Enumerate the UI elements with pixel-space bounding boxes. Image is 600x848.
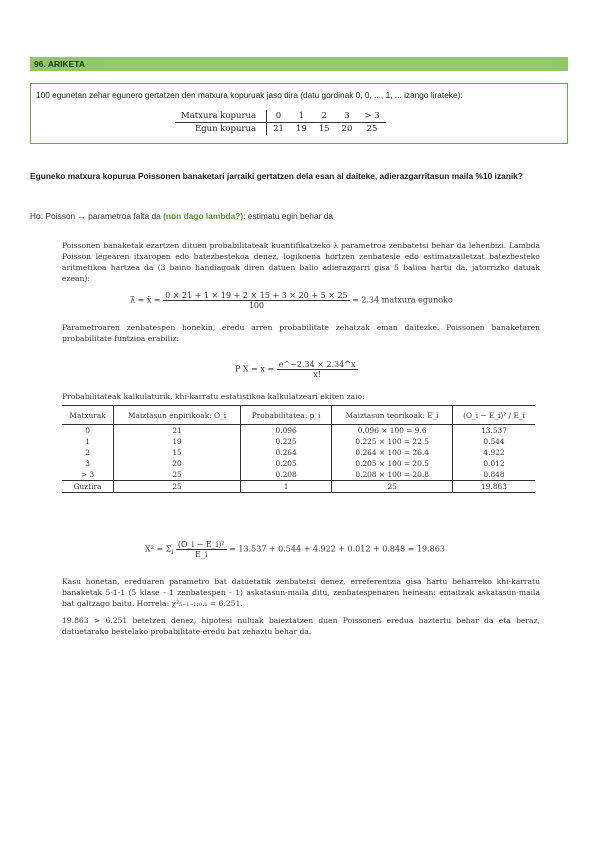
table-cell: 0 xyxy=(267,110,290,123)
lambda-numerator: 0 × 21 + 1 × 19 + 2 × 15 + 3 × 20 + 5 × 25 xyxy=(165,291,348,300)
solution-paragraph-4: Kasu honetan, ereduaren parametro bat datuetatik zenbatetsi denez, erreferentzia gisa hartu beharreko khi-karratu banaketak 5-1-1 (5 klase - 1 zenbatespen - 1) askatasun-maila ditu, zenbatespenaren heinean: emaitzak askatasun-maila bat galtzago baitu. Horrela: χ²₅₋₁₋₁;₀.₁ = 6.251. xyxy=(62,577,540,608)
table-cell: 0.096 × 100 = 9.6 xyxy=(332,425,453,437)
table-header-row xyxy=(62,406,535,425)
poisson-denominator: x! xyxy=(313,370,321,379)
table-cell: > 3 xyxy=(358,110,385,123)
table-cell: 1 xyxy=(290,110,313,123)
chi-square-equation xyxy=(145,540,445,559)
table-cell: 1 xyxy=(62,436,114,447)
poisson-lhs: P X = x = xyxy=(235,364,275,374)
lambda-lhs: λ̂ = x̄ = xyxy=(130,295,161,305)
table-row xyxy=(62,458,535,469)
intro-text: 100 egunetan zehar egunero gertatzen den matxura kopuruak jaso dira (datu gordinak 0, 0, ..., 1, ... izango lirateke): xyxy=(36,90,463,100)
table-cell: 15 xyxy=(318,124,330,134)
table-cell: 0.225 × 100 = 22.5 xyxy=(332,436,453,447)
table-row xyxy=(62,436,535,447)
table-cell: 2 xyxy=(62,447,114,458)
table-cell: 1 xyxy=(241,481,332,493)
table-cell: 13.537 xyxy=(481,426,507,435)
lambda-denominator: 100 xyxy=(248,301,265,310)
table-cell: 25 xyxy=(114,481,241,493)
chi-square-table xyxy=(62,405,535,493)
null-hypothesis xyxy=(30,211,333,221)
chi-numerator: (O_i − E_i)² xyxy=(177,540,225,549)
ho-highlight: (non dago lambda?) xyxy=(163,211,244,221)
table-cell: 25 xyxy=(332,481,453,493)
table-cell: 0.264 xyxy=(241,447,332,458)
table-cell: 0.012 xyxy=(483,459,505,468)
table-row xyxy=(62,425,535,437)
table-cell: 0.205 × 100 = 20.5 xyxy=(332,458,453,469)
table-cell: 19 xyxy=(295,124,307,134)
table-cell: 0.208 × 100 = 20.8 xyxy=(332,469,453,481)
solution-paragraph-1: Poissonen banaketak ezartzen dituen probabilitateak kuantifikatzeko λ parametroa zenbatetsi behar da lehenbizi. Lambda Poisson legearen itxaropen edo batezbestekoa denez, logikoena hortzen zenbatesle edo estimatzailetzat batezbesteko aritmetikoa hartzea da (3 baino handiagoak diren datuen balio adierazgarri gisa 5 balioa hartu da, jatorrizko datuak ezean): xyxy=(62,241,540,283)
chi-rhs: = 13.537 + 0.544 + 4.922 + 0.012 + 0.848 = 19.863 xyxy=(229,544,445,554)
table-cell: 19.863 xyxy=(481,482,507,491)
table-row xyxy=(175,110,386,123)
table-cell: 0.205 xyxy=(241,458,332,469)
table-cell: 21 xyxy=(273,124,284,134)
table-cell: 15 xyxy=(114,447,241,458)
table-cell: 0.264 × 100 = 26.4 xyxy=(332,447,453,458)
poisson-numerator: e^−2.34 × 2.34^x xyxy=(278,360,356,369)
table-cell: 3 xyxy=(336,110,359,123)
column-header: (O_i − E_i)² / E_i xyxy=(463,410,525,420)
column-header: Maiztasun teorikoak: E_i xyxy=(332,406,453,425)
table-row xyxy=(175,123,386,136)
row-label: Egun kopurua xyxy=(175,123,267,136)
table-cell: 25 xyxy=(114,469,241,481)
table-cell: 4.922 xyxy=(483,448,505,457)
lambda-fraction xyxy=(163,291,349,310)
table-cell: > 3 xyxy=(62,469,114,481)
table-cell: 0.225 xyxy=(241,436,332,447)
table-row xyxy=(62,469,535,481)
table-cell: 0.208 xyxy=(241,469,332,481)
table-cell: 25 xyxy=(366,124,378,134)
column-header: Maiztasun enpirikoak: O_i xyxy=(114,406,241,425)
poisson-equation xyxy=(235,360,358,379)
table-cell: 0 xyxy=(62,425,114,437)
lambda-equation xyxy=(130,291,453,310)
poisson-fraction xyxy=(277,360,358,379)
solution-paragraph-2: Parametroaren zenbatespen honekin, eredu arren probabilitate zehatzak eman daitezke. Poissonen banaketaren probabilitate funtzioa erabiliz: xyxy=(62,323,540,343)
table-cell: Guztira xyxy=(62,481,114,493)
exercise-header: 96. ARIKETA xyxy=(30,57,568,71)
chi-sum-index: i xyxy=(171,549,174,557)
chi-lhs: X² = Σ xyxy=(145,544,172,554)
table-total-row xyxy=(62,481,535,493)
table-cell: 19 xyxy=(114,436,241,447)
table-cell: 2 xyxy=(313,110,336,123)
solution-paragraph-5: 19.863 > 6.251 betetzen denez, hipotesi nuluak baieztatzen duen Poissonen eredua baztertu behar da eta beraz, datuetarako bestelako probabilitate-eredu bat zehaztu behar da. xyxy=(62,616,540,636)
ho-prefix: Ho: Poisson → parametroa falta da xyxy=(30,211,164,221)
table-cell: 20 xyxy=(114,458,241,469)
table-cell: 21 xyxy=(114,425,241,437)
column-header: Probabilitatea: p_i xyxy=(241,406,332,425)
table-cell: 3 xyxy=(62,458,114,469)
table-row xyxy=(62,447,535,458)
chi-denominator: E_i xyxy=(195,550,208,559)
table-cell: 20 xyxy=(341,124,353,134)
lambda-rhs: = 2.34 matxura egunoko xyxy=(352,295,453,305)
table-cell: 0.848 xyxy=(483,470,505,479)
solution-paragraph-3: Probabilitateak kalkulaturik, khi-karratu estatistikoa kalkulatzeari ekiten zaio: xyxy=(62,392,365,401)
question: Eguneko matxura kopurua Poissonen banaketari jarraiki gertatzen dela esan al daiteke, adierazgarritasun maila %10 izanik? xyxy=(30,171,523,181)
chi-fraction xyxy=(176,540,227,559)
intro-box xyxy=(30,83,568,144)
ho-suffix: : estimatu egin behar da xyxy=(243,211,334,221)
table-cell: 0.544 xyxy=(483,437,505,446)
column-header: Matxurak xyxy=(62,406,114,425)
frequency-table xyxy=(175,110,386,135)
table-cell: 0.096 xyxy=(241,425,332,437)
row-label: Matxura kopurua xyxy=(175,110,267,123)
